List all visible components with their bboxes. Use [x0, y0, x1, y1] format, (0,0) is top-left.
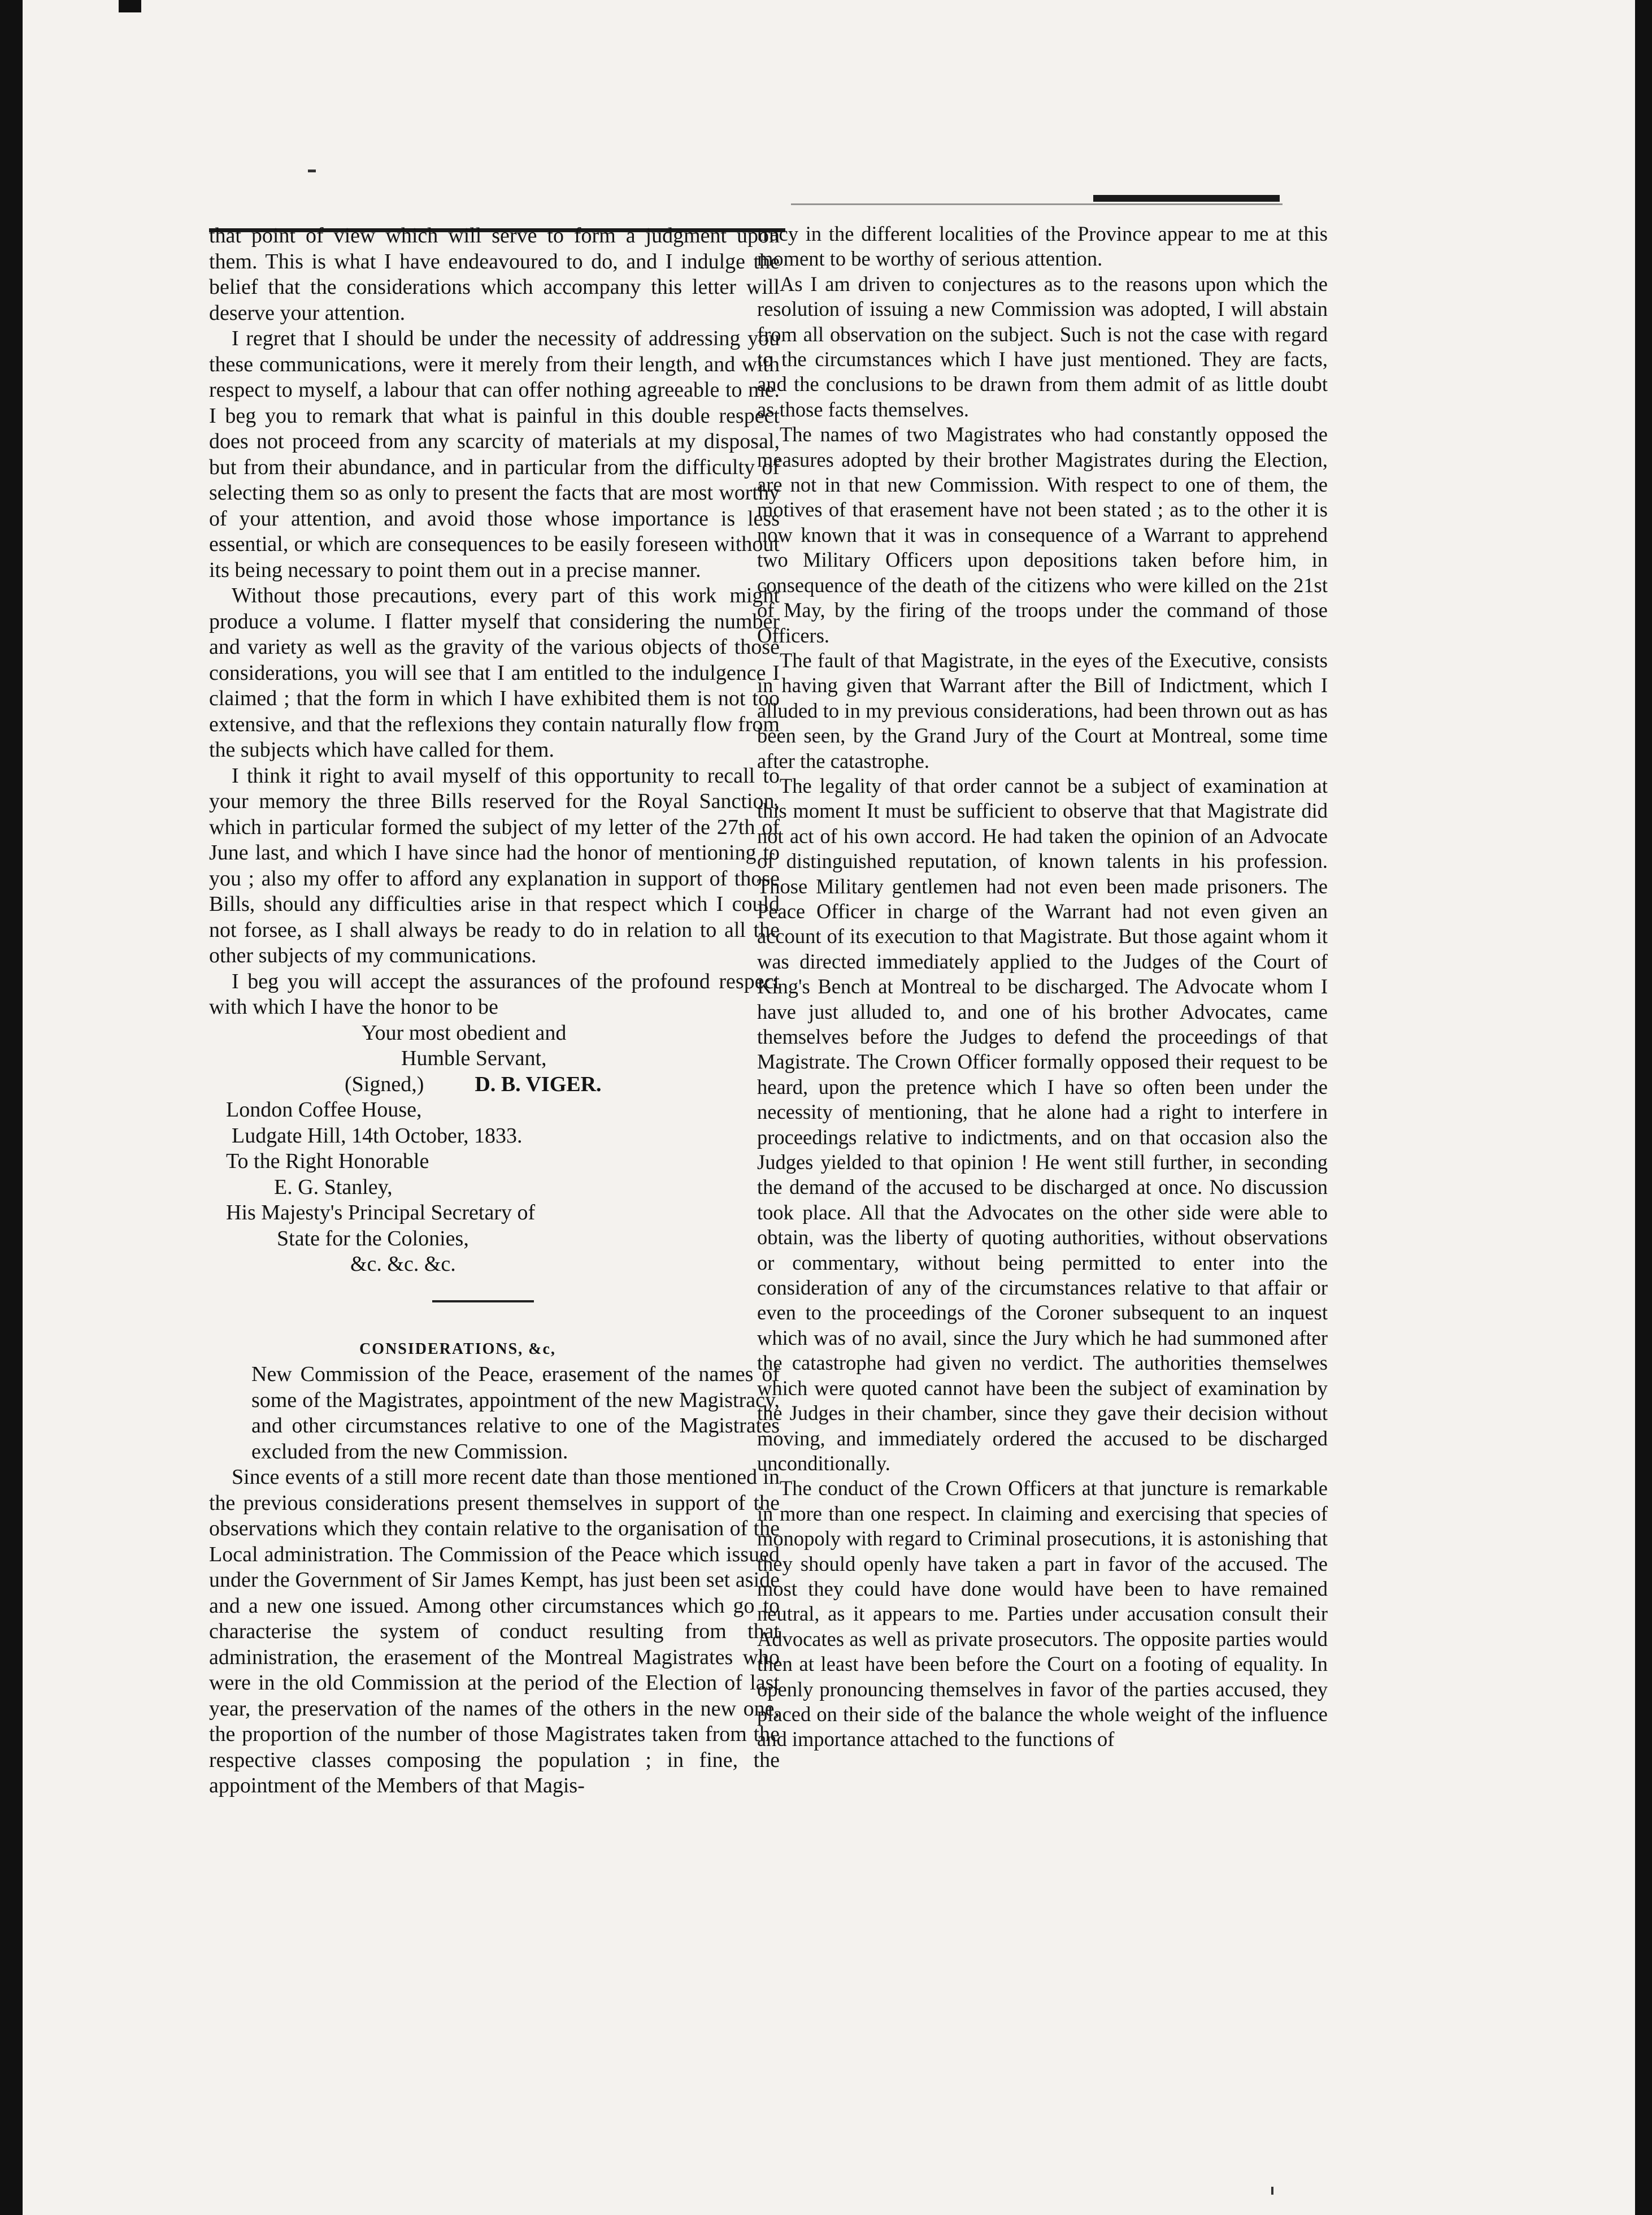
- paragraph: I regret that I should be under the necessity of addressing you these communications, were it merely from their length, and with respect to myself, a labour that can offer nothing agreeable to me. I beg you to remark that what is painful in this double respect does not proceed from any scarcity of materials at my disposal, but from their abundance, and in particular from the difficulty of selecting them so as only to present the facts that are most worthy of your attention, and avoid those whose importance is less essential, or which are consequences to be easily foreseen without its being necessary to point them out in a precise manner.: [209, 327, 780, 582]
- paragraph: that point of view which will serve to form a judgment upon them. This is what I have endeavoured to do, and I indulge the belief that the considerations which accompany this letter will deserve your attention.: [209, 224, 780, 325]
- scan-corner-mark: [119, 0, 141, 12]
- paragraph: The conduct of the Crown Officers at that juncture is remarkable in more than one respect. In claiming and exercising that species of monopoly with regard to Criminal prosecutions, it is astonishing that they should openly have taken a part in favor of the accused. The most they could have done would have been to have remained neutral, as it appears to me. Parties under accusation consult their Advocates as well as private prosecutors. The opposite parties would then at least have been before the Court on a footing of equality. In openly pronouncing themselves in favor of the parties accused, they placed on their side of the balance the whole weight of the influence and importance attached to the functions of: [757, 1476, 1328, 1751]
- paragraph: tracy in the different localities of the Province appear to me at this moment to be worthy of serious attention.: [757, 222, 1328, 271]
- closing-line-1: Your most obedient and: [362, 1020, 567, 1045]
- closing-line-2: Humble Servant,: [401, 1046, 547, 1070]
- section-heading: CONSIDERATIONS, &c,: [359, 1340, 556, 1358]
- paragraph: The legality of that order cannot be a subject of examination at this moment It must be sufficient to observe that that Magistrate did not act of his own accord. He had taken the opinion of an Advocate of distinguished reputation, of known talents in his profession. Those Military gentlemen had not even been made prisoners. The Peace Officer in charge of the Warrant had not even given an account of its execution to that Magistrate. But those againt whom it was directed immediately applied to the Judges of the Court of King's Bench at Montreal to be discharged. The Advocate whom I have just alluded to, and one of his brother Advocates, came themselves before the Judges to defend the proceedings of that Magistrate. The Crown Officer formally opposed their request to be heard, upon the pretence which I have so often been under the necessity of mentioning, that he alone had a right to interfere in proceedings relative to indictments, and on that occasion also the Judges yielded to that opinion ! He went still further, in seconding the demand of the accused to be discharged at once. No discussion took place. All that the Advocates on the other side were able to obtain, was the liberty of quoting authorities, without observations or commentary, without being permitted to enter into the consideration of any of the circumstances relative to that affair or even to the proceedings of the Coroner subsequent to an inquest which was of no avail, since the Jury which he had summoned after the catastrophe had given no verdict. The authorities themselwes which were quoted cannot have been the subject of examination by the Judges in their chamber, since they gave their decision without moving, and immediately ordered the accused to be discharged unconditionally.: [757, 774, 1328, 1475]
- recipient-line-1: To the Right Honorable: [226, 1149, 429, 1173]
- paragraph: I think it right to avail myself of this opportunity to recall to your memory the three Bills reserved for the Royal Sanction, which in particular formed the subject of my letter of the 27th of June last, and which I have since had the honor of mentioning to you ; also my offer to afford any explanation in support of those Bills, should any difficulties arise in that respect which I could not forsee, as I shall always be ready to do in relation to all the other subjects of my communications.: [209, 763, 780, 967]
- scan-edge-left: [0, 0, 23, 2215]
- scan-speck: [1271, 2187, 1273, 2195]
- office-line-2: State for the Colonies,: [277, 1226, 469, 1250]
- office-line-3: &c. &c. &c.: [350, 1252, 456, 1276]
- scan-edge-right: [1635, 0, 1652, 2215]
- left-column: [209, 223, 780, 1799]
- signatory-name: D. B. VIGER.: [475, 1072, 602, 1096]
- address-line-2: Ludgate Hill, 14th October, 1833.: [232, 1123, 523, 1148]
- paragraph: Without those precautions, every part of this work might produce a volume. I flatter myself that considering the number and variety as well as the gravity of the various objects of those considerations, you will see that I am entitled to the indulgence I claimed ; that the form in which I have exhibited them is not too extensive, and that the reflexions they contain naturally flow from the subjects which have called for them.: [209, 584, 780, 762]
- office-line-1: His Majesty's Principal Secretary of: [226, 1201, 536, 1224]
- paragraph: As I am driven to conjectures as to the reasons upon which the resolution of issuing a new Commission was adopted, I will abstain from all observation on the subject. Such is not the case with regard to the circumstances which I have just mentioned. They are facts, and the conclusions to be drawn from them admit of as little doubt as those facts themselves.: [757, 272, 1328, 421]
- scan-speck: [308, 170, 316, 172]
- section-summary: New Commission of the Peace, erasement of the names of some of the Magistrates, appointment of the new Magistracy, and other circumstances relative to one of the Magistrates excluded from the new Commission.: [251, 1362, 780, 1463]
- paragraph: The fault of that Magistrate, in the eyes of the Executive, consists in having given that Warrant after the Bill of Indictment, which I alluded to in my previous considerations, had been thrown out as has been seen, by the Grand Jury of the Court at Montreal, some time after the catastrophe.: [757, 648, 1328, 772]
- paragraph: I beg you will accept the assurances of the profound respect with which I have the honor to be: [209, 969, 780, 1019]
- section-divider: [432, 1300, 534, 1302]
- right-column: [757, 222, 1328, 1752]
- top-rule-right: [1093, 195, 1280, 202]
- address-line-1: London Coffee House,: [226, 1098, 422, 1122]
- recipient-name: E. G. Stanley,: [274, 1175, 393, 1199]
- signed-label: (Signed,): [345, 1072, 424, 1096]
- paragraph: Since events of a still more recent date than those mentioned in the previous considerations present themselves in support of the observations which they contain relative to the organisation of the Local administration. The Commission of the Peace which issued under the Government of Sir James Kempt, has just been set aside and a new one issued. Among other circumstances which go to characterise the system of conduct resulting from that administration, the erasement of the Montreal Magistrates who were in the old Commission at the period of the Election of last year, the preservation of the names of the others in the new one, the proportion of the number of those Magistrates taken from the respective classes composing the population ; in fine, the appointment of the Members of that Magis-: [209, 1465, 780, 1797]
- paragraph: The names of two Magistrates who had constantly opposed the measures adopted by their brother Magistrates during the Election, are not in that new Commission. With respect to one of them, the motives of that erasement have not been stated ; as to the other it is now known that it was in consequence of a Warrant to apprehend two Military Officers upon depositions taken before him, in consequence of the death of the citizens who were killed on the 21st of May, by the firing of the troops under the command of those Officers.: [757, 423, 1328, 647]
- top-rule-faint: [791, 203, 1283, 205]
- signature-line: [209, 1072, 808, 1098]
